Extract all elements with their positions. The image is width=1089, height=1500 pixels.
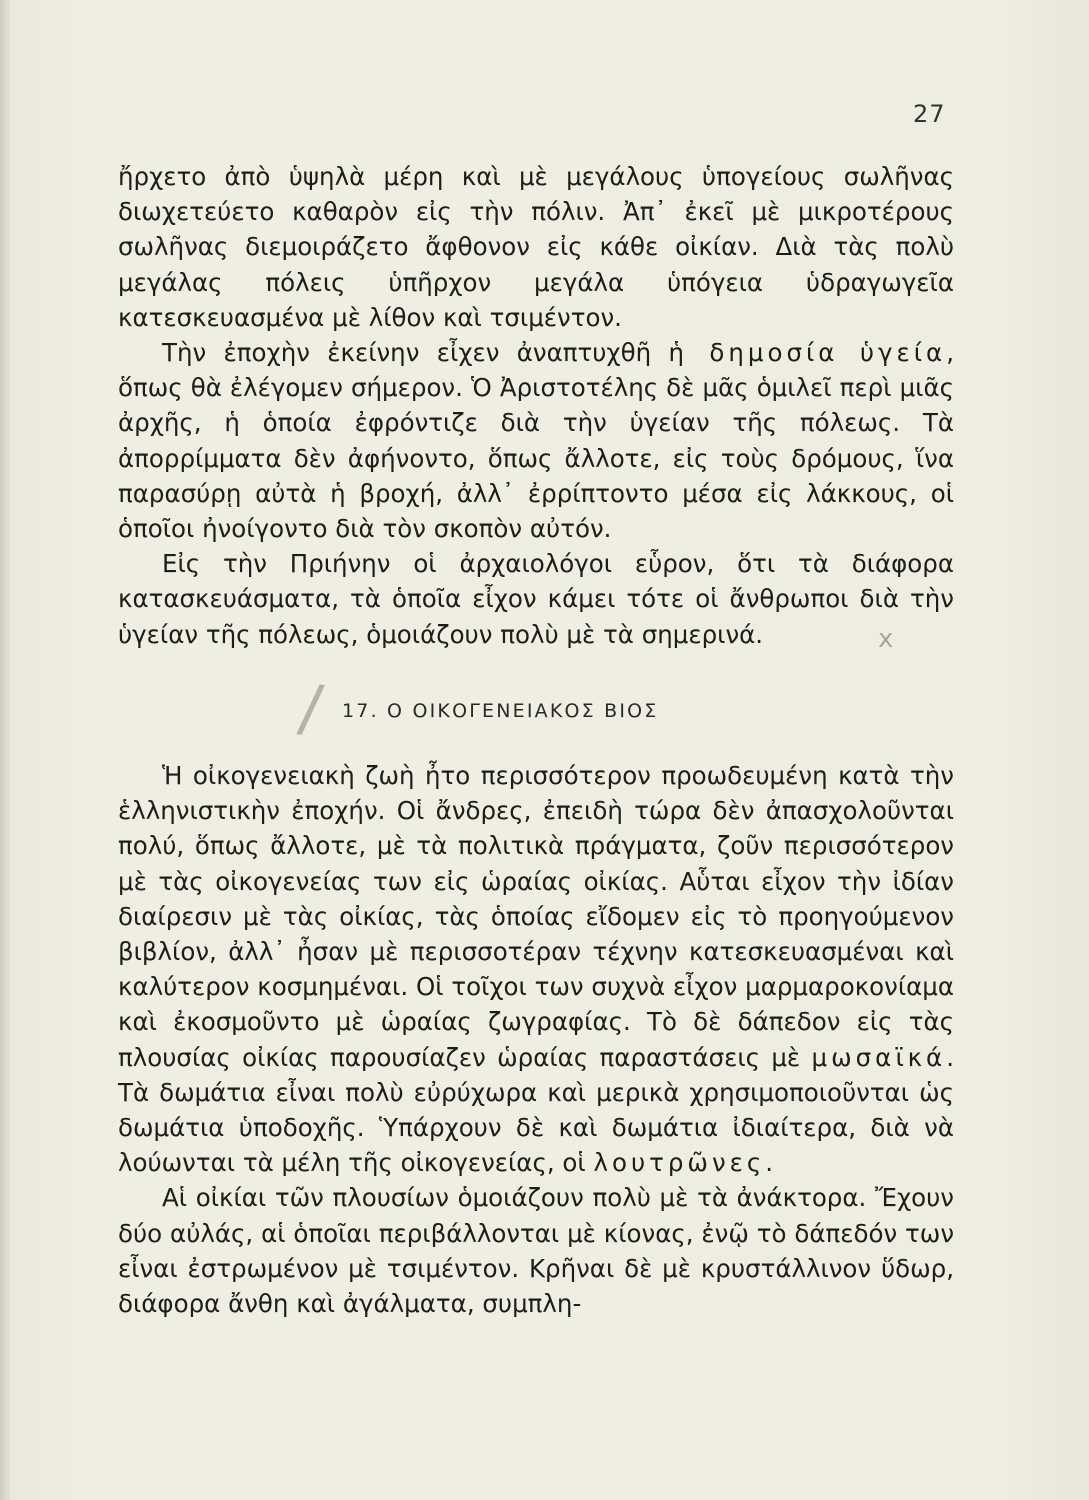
paragraph	[118, 1180, 954, 1321]
text-run: Ἡ οἰκογενειακὴ ζωὴ ἦτο περισσότερον προωδευμένη κατὰ τὴν ἑλληνιστικὴν ἐποχήν. Οἱ ἄνδρες, ἐπειδὴ τώρα δὲν ἀπασχολοῦνται πολύ, ὅπως ἄλλοτε, μὲ τὰ πολιτικὰ πράγματα, ζοῦν περισσότερον μὲ τὰς οἰκογενείας των εἰς ὡραίας οἰκίας. Αὗται εἶχον τὴν ἰδίαν διαίρεσιν μὲ τὰς οἰκίας, τὰς ὁποίας εἴδομεν εἰς τὸ προηγούμενον βιβλίον, ἀλλ᾿ ἦσαν μὲ περισσοτέραν τέχνην κατεσκευασμέναι καὶ καλύτερον κοσμημέναι. Οἱ τοῖχοι των συχνὰ εἶχον μαρμαροκονίαμα καὶ ἐκοσμοῦντο μὲ ὡραίας ζωγραφίας. Τὸ δὲ δάπεδον εἰς τὰς πλουσίας οἰκίας παρουσίαζεν ὡραίας παραστάσεις μὲ	[118, 761, 954, 1072]
text-run: .	[765, 1148, 774, 1178]
text-run: ἤρχετο ἀπὸ ὑψηλὰ μέρη καὶ μὲ μεγάλους ὑπογείους σωλῆνας διωχετεύετο καθαρὸν εἰς τὴν πόλιν. Ἀπ᾿ ἐκεῖ μὲ μικροτέρους σωλῆνας διεμοιράζετο ἄφθονον εἰς κάθε οἰκίαν. Διὰ τὰς πολὺ μεγάλας πόλεις ὑπῆρχον μεγάλα ὑπόγεια ὑδραγωγεῖα κατεσκευασμένα μὲ λίθον καὶ τσιμέντον.	[118, 162, 954, 332]
paragraph	[118, 335, 954, 546]
text-block-hygiene	[118, 159, 954, 652]
text-run: Τὴν ἐποχὴν ἐκείνην εἶχεν ἀναπτυχθῆ	[162, 338, 669, 368]
pencil-cross-mark: x	[878, 624, 894, 654]
binding-edge	[0, 0, 10, 1500]
spaced-emphasis: ἡ δημοσία ὑγεία	[668, 338, 947, 368]
paragraph	[118, 546, 954, 652]
page-number: 27	[913, 100, 946, 128]
text-run: . Τὰ δωμάτια εἶναι πολὺ εὐρύχωρα καὶ μερικὰ χρησιμοποιοῦνται ὡς δωμάτια ὑποδοχῆς. Ὑπάρχουν δὲ καὶ δωμάτια ἰδιαίτερα, διὰ νὰ λούωνται τὰ μέλη τῆς οἰκογενείας, οἱ	[118, 1042, 954, 1178]
text-run: Εἰς τὴν Πριήνην οἱ ἀρχαιολόγοι εὗρον, ὅτι τὰ διάφορα κατασκευάσματα, τὰ ὁποῖα εἶχον κάμει τότε οἱ ἄνθρωποι διὰ τὴν ὑγείαν τῆς πόλεως, ὁμοιάζουν πολὺ μὲ τὰ σημερινά.	[118, 549, 954, 649]
text-block-family-life	[118, 758, 954, 1321]
paragraph	[118, 159, 954, 335]
spaced-emphasis: λουτρῶνες	[593, 1148, 766, 1178]
section-heading: 17. Ο ΟΙΚΟΓΕΝΕΙΑΚΟΣ ΒΙΟΣ	[342, 700, 659, 722]
text-run: Αἱ οἰκίαι τῶν πλουσίων ὁμοιάζουν πολὺ μὲ τὰ ἀνάκτορα. Ἔχουν δύο αὐλάς, αἱ ὁποῖαι περιβάλλονται μὲ κίονας, ἐνῷ τὸ δάπεδόν των εἶναι ἐστρωμένον μὲ τσιμέντον. Κρῆναι δὲ μὲ κρυστάλλινον ὕδωρ, διάφορα ἄνθη καὶ ἀγάλματα, συμπλη-	[118, 1183, 954, 1319]
paragraph	[118, 758, 954, 1180]
text-run: , ὅπως θὰ ἐλέγομεν σήμερον. Ὁ Ἀριστοτέλης δὲ μᾶς ὁμιλεῖ περὶ μιᾶς ἀρχῆς, ἡ ὁποία ἐφρόντιζε διὰ τὴν ὑγείαν τῆς πόλεως. Τὰ ἀπορρίμματα δὲν ἀφήνοντο, ὅπως ἄλλοτε, εἰς τοὺς δρόμους, ἵνα παρασύρῃ αὐτὰ ἡ βροχή, ἀλλ᾿ ἐρρίπτοντο μέσα εἰς λάκκους, οἱ ὁποῖοι ἠνοίγοντο διὰ τὸν σκοπὸν αὐτόν.	[118, 338, 954, 544]
spaced-emphasis: μωσαϊκά	[811, 1042, 947, 1072]
pencil-slash-mark: /	[294, 670, 327, 748]
